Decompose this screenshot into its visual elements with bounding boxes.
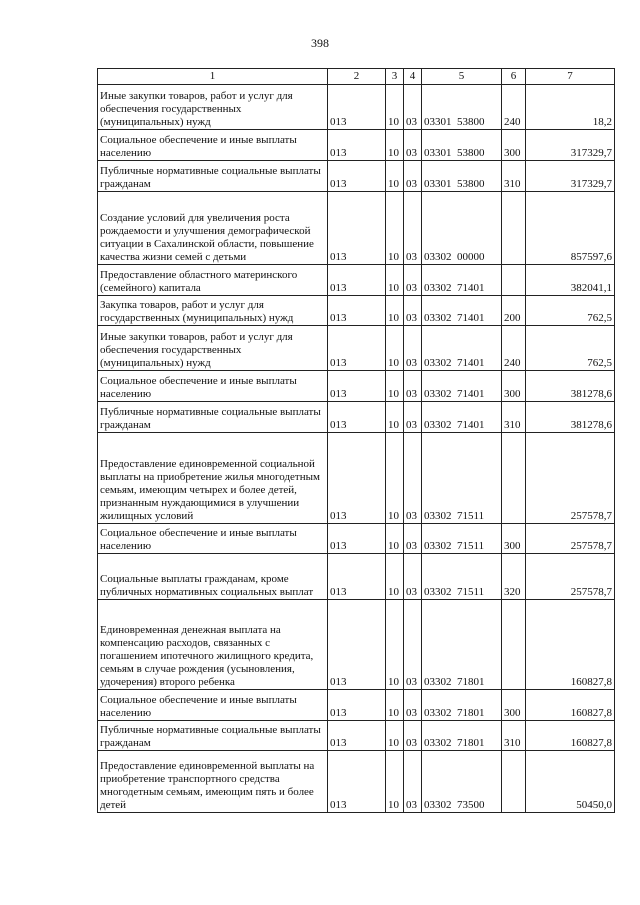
row-csr: 03302 71401 <box>422 265 502 296</box>
row-name: Социальное обеспечение и иные выплаты населению <box>98 524 328 554</box>
header-col-4: 4 <box>404 69 422 85</box>
row-name: Социальное обеспечение и иные выплаты населению <box>98 371 328 402</box>
row-rz: 10 <box>386 402 404 433</box>
row-csr: 03302 00000 <box>422 192 502 265</box>
table-row <box>98 600 615 690</box>
row-csr: 03302 71511 <box>422 433 502 524</box>
row-rz: 10 <box>386 130 404 161</box>
table-row <box>98 161 615 192</box>
row-rz: 10 <box>386 371 404 402</box>
row-amount: 317329,7 <box>526 130 615 161</box>
row-grbs: 013 <box>328 402 386 433</box>
row-name: Иные закупки товаров, работ и услуг для обеспечения государственных (муниципальных) нужд <box>98 85 328 130</box>
row-grbs: 013 <box>328 85 386 130</box>
row-pr: 03 <box>404 161 422 192</box>
row-vr: 300 <box>502 690 526 721</box>
table-row <box>98 192 615 265</box>
row-csr: 03302 71801 <box>422 600 502 690</box>
row-name: Публичные нормативные социальные выплаты гражданам <box>98 402 328 433</box>
row-name: Публичные нормативные социальные выплаты гражданам <box>98 721 328 751</box>
row-csr: 03302 71801 <box>422 721 502 751</box>
row-name: Социальные выплаты гражданам, кроме публичных нормативных социальных выплат <box>98 554 328 600</box>
row-amount: 762,5 <box>526 326 615 371</box>
row-amount: 257578,7 <box>526 433 615 524</box>
header-col-1: 1 <box>98 69 328 85</box>
row-amount: 762,5 <box>526 296 615 326</box>
header-col-3: 3 <box>386 69 404 85</box>
row-vr <box>502 192 526 265</box>
row-pr: 03 <box>404 326 422 371</box>
row-rz: 10 <box>386 296 404 326</box>
row-vr <box>502 265 526 296</box>
row-name: Публичные нормативные социальные выплаты гражданам <box>98 161 328 192</box>
row-name: Создание условий для увеличения роста рождаемости и улучшения демографической ситуации в Сахалинской области, повышение качества жизни семей с детьми <box>98 192 328 265</box>
row-pr: 03 <box>404 296 422 326</box>
row-pr: 03 <box>404 554 422 600</box>
row-rz: 10 <box>386 690 404 721</box>
row-vr: 310 <box>502 402 526 433</box>
row-amount: 160827,8 <box>526 721 615 751</box>
header-col-2: 2 <box>328 69 386 85</box>
row-name: Иные закупки товаров, работ и услуг для обеспечения государственных (муниципальных) нужд <box>98 326 328 371</box>
row-amount: 857597,6 <box>526 192 615 265</box>
table-row <box>98 296 615 326</box>
row-name: Социальное обеспечение и иные выплаты населению <box>98 690 328 721</box>
row-pr: 03 <box>404 265 422 296</box>
row-grbs: 013 <box>328 265 386 296</box>
header-row <box>98 69 615 85</box>
table-row <box>98 690 615 721</box>
row-pr: 03 <box>404 524 422 554</box>
row-rz: 10 <box>386 192 404 265</box>
row-rz: 10 <box>386 85 404 130</box>
table-row <box>98 751 615 813</box>
row-vr: 240 <box>502 85 526 130</box>
row-pr: 03 <box>404 371 422 402</box>
header-col-7: 7 <box>526 69 615 85</box>
table-row <box>98 130 615 161</box>
row-rz: 10 <box>386 721 404 751</box>
row-pr: 03 <box>404 130 422 161</box>
row-amount: 18,2 <box>526 85 615 130</box>
row-grbs: 013 <box>328 433 386 524</box>
table-row <box>98 85 615 130</box>
row-pr: 03 <box>404 751 422 813</box>
row-grbs: 013 <box>328 690 386 721</box>
row-pr: 03 <box>404 402 422 433</box>
table-row <box>98 326 615 371</box>
row-grbs: 013 <box>328 554 386 600</box>
row-name: Социальное обеспечение и иные выплаты населению <box>98 130 328 161</box>
table-row <box>98 524 615 554</box>
row-name: Предоставление единовременной выплаты на приобретение транспортного средства многодетным семьям, имеющим пять и более детей <box>98 751 328 813</box>
table-row <box>98 433 615 524</box>
row-vr: 240 <box>502 326 526 371</box>
row-csr: 03302 73500 <box>422 751 502 813</box>
row-vr <box>502 433 526 524</box>
row-vr: 200 <box>502 296 526 326</box>
row-grbs: 013 <box>328 721 386 751</box>
row-amount: 160827,8 <box>526 690 615 721</box>
row-vr: 300 <box>502 371 526 402</box>
row-csr: 03301 53800 <box>422 85 502 130</box>
table-row <box>98 265 615 296</box>
row-grbs: 013 <box>328 161 386 192</box>
row-name: Предоставление единовременной социальной выплаты на приобретение жилья многодетным семьям, имеющим четырех и более детей, признанным нуждающимися в улучшении жилищных условий <box>98 433 328 524</box>
row-vr <box>502 751 526 813</box>
row-grbs: 013 <box>328 600 386 690</box>
row-csr: 03302 71401 <box>422 371 502 402</box>
row-amount: 382041,1 <box>526 265 615 296</box>
row-amount: 160827,8 <box>526 600 615 690</box>
row-rz: 10 <box>386 326 404 371</box>
row-csr: 03302 71401 <box>422 326 502 371</box>
row-pr: 03 <box>404 690 422 721</box>
row-amount: 317329,7 <box>526 161 615 192</box>
row-grbs: 013 <box>328 130 386 161</box>
row-name: Единовременная денежная выплата на компенсацию расходов, связанных с погашением ипотечного жилищного кредита, семьям в случае рождения (усыновления, удочерения) второго ребенка <box>98 600 328 690</box>
row-csr: 03302 71511 <box>422 524 502 554</box>
row-amount: 381278,6 <box>526 371 615 402</box>
budget-table <box>97 68 615 813</box>
row-grbs: 013 <box>328 524 386 554</box>
row-rz: 10 <box>386 433 404 524</box>
row-grbs: 013 <box>328 326 386 371</box>
row-grbs: 013 <box>328 296 386 326</box>
row-pr: 03 <box>404 192 422 265</box>
row-rz: 10 <box>386 265 404 296</box>
row-csr: 03302 71511 <box>422 554 502 600</box>
row-rz: 10 <box>386 751 404 813</box>
row-rz: 10 <box>386 554 404 600</box>
row-vr: 300 <box>502 130 526 161</box>
row-csr: 03302 71401 <box>422 402 502 433</box>
row-rz: 10 <box>386 524 404 554</box>
row-csr: 03301 53800 <box>422 161 502 192</box>
row-amount: 257578,7 <box>526 554 615 600</box>
row-csr: 03302 71401 <box>422 296 502 326</box>
page-number: 398 <box>311 36 329 50</box>
row-amount: 257578,7 <box>526 524 615 554</box>
row-rz: 10 <box>386 161 404 192</box>
row-vr: 300 <box>502 524 526 554</box>
row-grbs: 013 <box>328 371 386 402</box>
table-row <box>98 371 615 402</box>
row-rz: 10 <box>386 600 404 690</box>
table-row <box>98 402 615 433</box>
row-amount: 381278,6 <box>526 402 615 433</box>
row-grbs: 013 <box>328 192 386 265</box>
row-pr: 03 <box>404 721 422 751</box>
row-vr <box>502 600 526 690</box>
row-grbs: 013 <box>328 751 386 813</box>
table-row <box>98 721 615 751</box>
row-pr: 03 <box>404 433 422 524</box>
row-pr: 03 <box>404 600 422 690</box>
header-col-6: 6 <box>502 69 526 85</box>
row-csr: 03302 71801 <box>422 690 502 721</box>
row-csr: 03301 53800 <box>422 130 502 161</box>
row-name: Предоставление областного материнского (семейного) капитала <box>98 265 328 296</box>
table-row <box>98 554 615 600</box>
row-pr: 03 <box>404 85 422 130</box>
row-vr: 310 <box>502 721 526 751</box>
row-vr: 310 <box>502 161 526 192</box>
row-name: Закупка товаров, работ и услуг для государственных (муниципальных) нужд <box>98 296 328 326</box>
header-col-5: 5 <box>422 69 502 85</box>
row-amount: 50450,0 <box>526 751 615 813</box>
row-vr: 320 <box>502 554 526 600</box>
